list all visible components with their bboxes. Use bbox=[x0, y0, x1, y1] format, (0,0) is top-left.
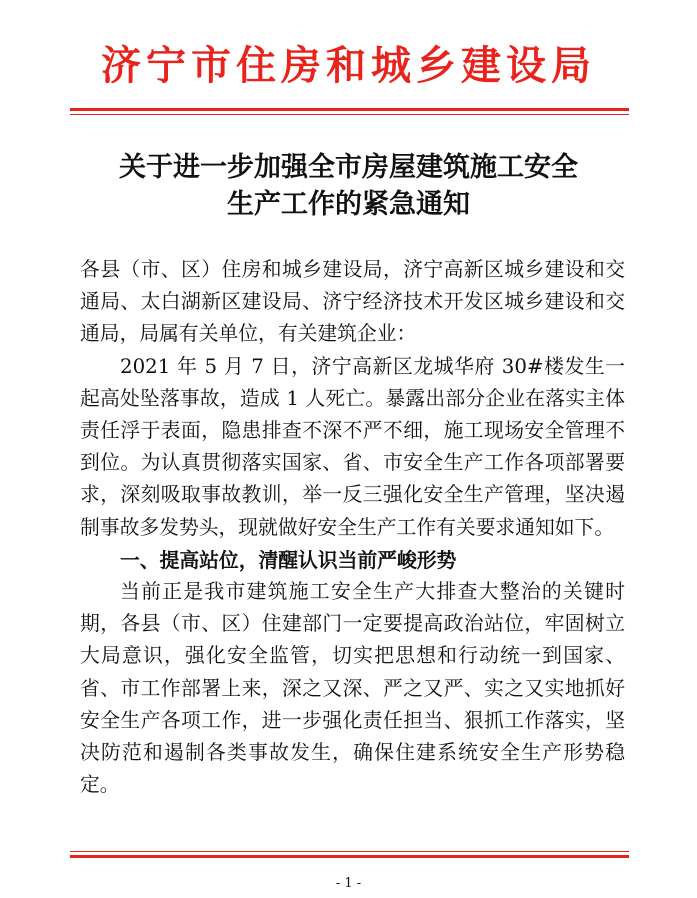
recipients-paragraph: 各县（市、区）住房和城乡建设局，济宁高新区城乡建设和交通局、太白湖新区建设局、济宁经济技术开发区城乡建设和交通局，局属有关单位，有关建筑企业： bbox=[80, 258, 625, 346]
letterhead-divider-thick bbox=[70, 108, 629, 111]
footer-divider-thick bbox=[70, 855, 629, 858]
document-title-line-2: 生产工作的紧急通知 bbox=[227, 189, 470, 220]
incident-paragraph: 2021 年 5 月 7 日，济宁高新区龙城华府 30#楼发生一起高处坠落事故，造成 1 人死亡。暴露出部分企业在落实主体责任浮于表面，隐患排查不深不严不细，施工现场安全管理不到位。为认真贯彻落实国家、省、市安全生产工作各项部署要求，深刻吸取事故教训，举一反三强化安全生产管理，坚决遏制事故多发势头，现就做好安全生产工作有关要求通知如下。 bbox=[80, 354, 625, 539]
section-1-paragraph: 当前正是我市建筑施工安全生产大排查大整治的关键时期，各县（市、区）住建部门一定要提高政治站位，牢固树立大局意识，强化安全监管，切实把思想和行动统一到国家、省、市工作部署上来，深之又深、严之又严、实之又实地抓好安全生产各项工作，进一步强化责任担当、狠抓工作落实，坚决防范和遏制各类事故发生，确保住建系统安全生产形势稳定。 bbox=[80, 580, 625, 797]
section-1-heading: 一、提高站位，清醒认识当前严峻形势 bbox=[120, 547, 457, 572]
footer-divider-thin bbox=[70, 851, 629, 852]
letterhead-divider-thin bbox=[70, 114, 629, 115]
document-title-line-1: 关于进一步加强全市房屋建筑施工安全 bbox=[119, 152, 578, 183]
document-body bbox=[80, 254, 625, 801]
page-number: - 1 - bbox=[335, 876, 362, 891]
agency-letterhead-title: 济宁市住房和城乡建设局 bbox=[101, 42, 596, 89]
